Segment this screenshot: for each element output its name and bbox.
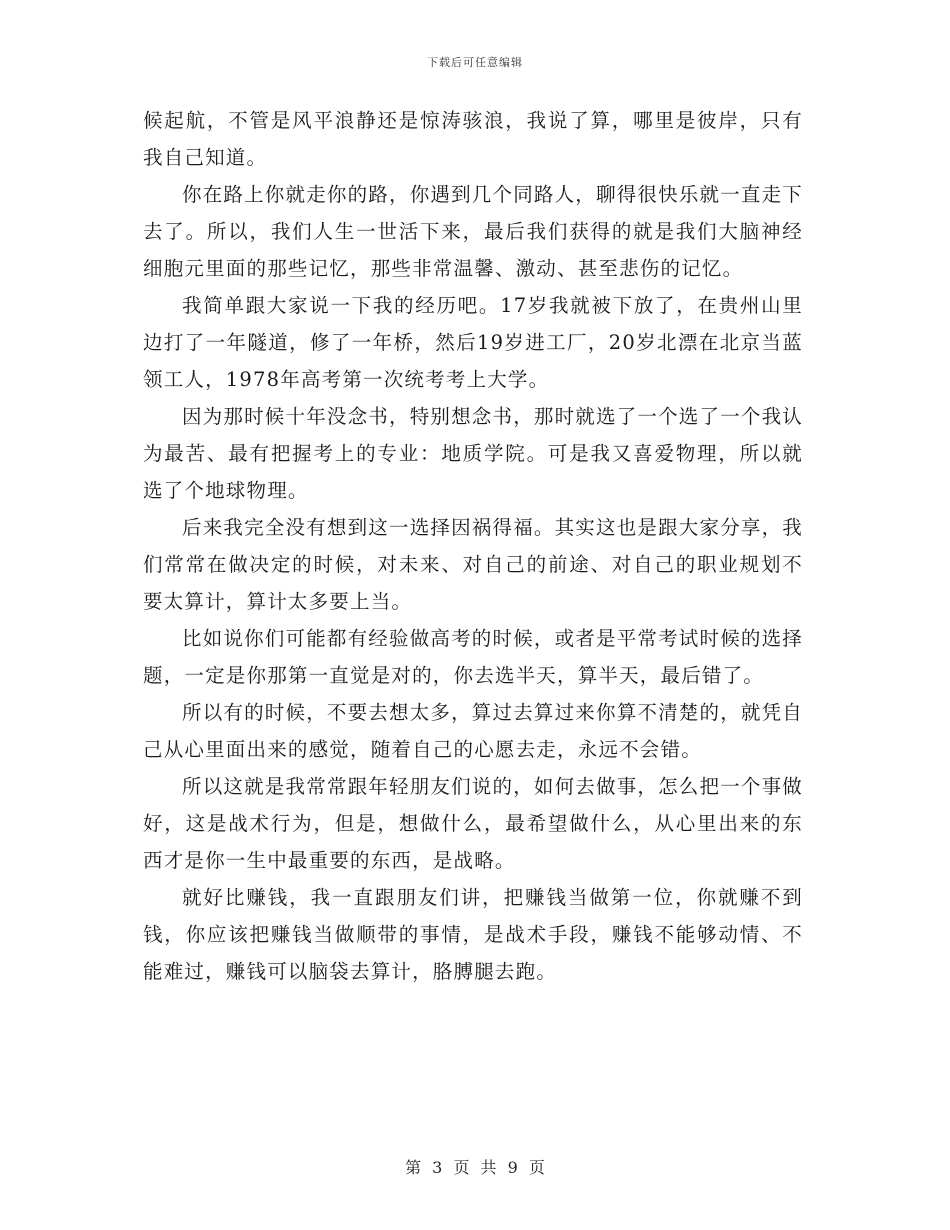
paragraph: 我简单跟大家说一下我的经历吧。17岁我就被下放了，在贵州山里边打了一年隧道，修了一年桥，然后19岁进工厂，20岁北漂在北京当蓝领工人，1978年高考第一次统考考上大学。 bbox=[143, 294, 803, 391]
paragraph: 比如说你们可能都有经验做高考的时候，或者是平常考试时候的选择题，一定是你那第一直觉是对的，你去选半天，算半天，最后错了。 bbox=[143, 627, 804, 687]
paragraph-continuation: 候起航，不管是风平浪静还是惊涛骇浪，我说了算，哪里是彼岸，只有我自己知道。 bbox=[143, 109, 803, 169]
paragraph: 就好比赚钱，我一直跟朋友们讲，把赚钱当做第一位，你就赚不到钱，你应该把赚钱当做顺带的事情，是战术手段，赚钱不能够动情、不能难过，赚钱可以脑袋去算计，胳膊腿去跑。 bbox=[143, 886, 803, 983]
page-header: 下载后可任意编辑 bbox=[427, 56, 523, 69]
page-number-footer: 第 3 页 共 9 页 bbox=[405, 1158, 545, 1177]
document-body bbox=[143, 102, 803, 990]
paragraph: 所以这就是我常常跟年轻朋友们说的，如何去做事，怎么把一个事做好，这是战术行为，但是，想做什么，最希望做什么，从心里出来的东西才是你一生中最重要的东西，是战略。 bbox=[143, 775, 804, 872]
paragraph: 你在路上你就走你的路，你遇到几个同路人，聊得很快乐就一直走下去了。所以，我们人生一世活下来，最后我们获得的就是我们大脑神经细胞元里面的那些记忆，那些非常温馨、激动、甚至悲伤的记忆。 bbox=[143, 183, 804, 280]
paragraph: 所以有的时候，不要去想太多，算过去算过来你算不清楚的，就凭自己从心里面出来的感觉，随着自己的心愿去走，永远不会错。 bbox=[143, 701, 804, 761]
paragraph: 后来我完全没有想到这一选择因祸得福。其实这也是跟大家分享，我们常常在做决定的时候，对未来、对自己的前途、对自己的职业规划不要太算计，算计太多要上当。 bbox=[143, 516, 804, 613]
paragraph: 因为那时候十年没念书，特别想念书，那时就选了一个选了一个我认为最苦、最有把握考上的专业：地质学院。可是我又喜爱物理，所以就选了个地球物理。 bbox=[143, 405, 804, 502]
